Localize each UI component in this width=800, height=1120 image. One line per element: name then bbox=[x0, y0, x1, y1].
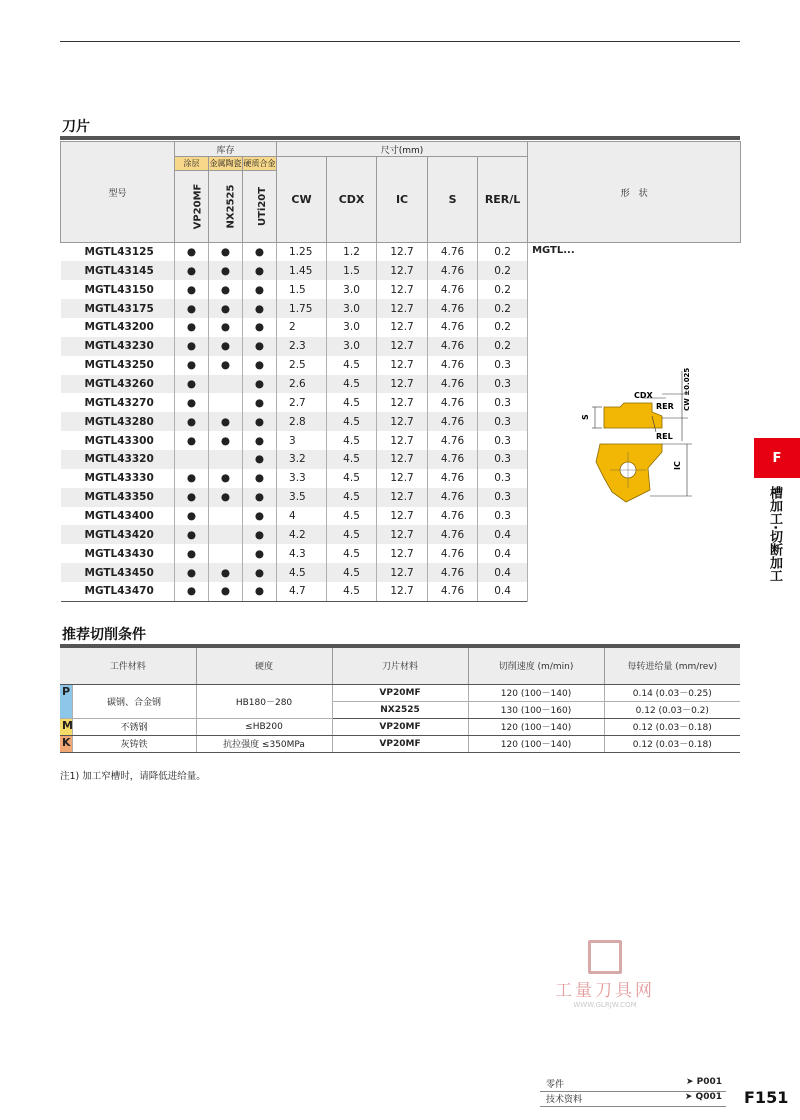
stock-nx2525-cell: ● bbox=[209, 299, 243, 318]
stock-uti20t-cell: ● bbox=[243, 469, 277, 488]
stock-vp20mf-cell: ● bbox=[175, 431, 209, 450]
dim-cdx-label: CDX bbox=[634, 391, 653, 400]
cdx-cell: 4.5 bbox=[327, 431, 377, 450]
cw-cell: 2.6 bbox=[277, 375, 327, 394]
rer-cell: 0.2 bbox=[478, 299, 528, 318]
ic-cell: 12.7 bbox=[377, 450, 428, 469]
rer-cell: 0.2 bbox=[478, 318, 528, 337]
ic-cell: 12.7 bbox=[377, 412, 428, 431]
stock-nx2525-cell bbox=[209, 544, 243, 563]
model-cell: MGTL43300 bbox=[84, 434, 154, 447]
stock-nx2525-cell: ● bbox=[209, 261, 243, 280]
s-cell: 4.76 bbox=[428, 507, 478, 526]
ic-cell: 12.7 bbox=[377, 507, 428, 526]
stock-uti20t-cell: ● bbox=[243, 431, 277, 450]
cw-cell: 3.3 bbox=[277, 469, 327, 488]
stock-nx2525-cell bbox=[209, 393, 243, 412]
model-cell: MGTL43350 bbox=[61, 488, 175, 507]
ic-cell: 12.7 bbox=[377, 299, 428, 318]
cdx-cell: 4.5 bbox=[327, 393, 377, 412]
shape-header: 形 状 bbox=[528, 142, 741, 243]
stock-nx2525-cell: ● bbox=[209, 563, 243, 582]
speed-cell: 130 (100－160) bbox=[468, 701, 604, 718]
model-cell: MGTL43150 bbox=[84, 283, 154, 296]
hardness-cell: ≤HB200 bbox=[196, 718, 332, 735]
rer-cell: 0.4 bbox=[478, 582, 528, 601]
page-number: F151 bbox=[744, 1088, 789, 1107]
footer-ref-label: 技术资料 bbox=[546, 1095, 583, 1105]
rer-cell: 0.3 bbox=[478, 393, 528, 412]
stock-vp20mf-cell: ● bbox=[175, 261, 209, 280]
s-cell: 4.76 bbox=[428, 375, 478, 394]
model-cell: MGTL43145 bbox=[61, 261, 175, 280]
iso-m-badge: M bbox=[60, 718, 72, 735]
cw-cell: 4.2 bbox=[277, 525, 327, 544]
rer-cell: 0.3 bbox=[478, 450, 528, 469]
stock-vp20mf-cell: ● bbox=[175, 563, 209, 582]
cdx-cell: 1.2 bbox=[327, 243, 377, 262]
stock-vp20mf-cell: ● bbox=[175, 469, 209, 488]
grade-cell: NX2525 bbox=[332, 701, 468, 718]
grade-cell: VP20MF bbox=[332, 684, 468, 701]
s-cell: 4.76 bbox=[428, 563, 478, 582]
model-cell: MGTL43200 bbox=[84, 321, 154, 334]
speed-cell: 120 (100－140) bbox=[468, 735, 604, 752]
material-header: 工件材料 bbox=[60, 648, 196, 684]
ic-cell: 12.7 bbox=[377, 261, 428, 280]
speed-header: 切削速度 (m/min) bbox=[468, 648, 604, 684]
s-cell: 4.76 bbox=[428, 450, 478, 469]
material-cell: 灰铸铁 bbox=[72, 735, 196, 752]
insert-top-view-icon bbox=[596, 444, 692, 502]
top-rule bbox=[60, 41, 740, 42]
stock-vp20mf-cell: ● bbox=[175, 318, 209, 337]
stock-nx2525-cell bbox=[209, 525, 243, 544]
stock-nx2525-cell: ● bbox=[209, 582, 243, 601]
cw-cell: 4.3 bbox=[277, 544, 327, 563]
s-cell: 4.76 bbox=[428, 318, 478, 337]
rer-cell: 0.2 bbox=[478, 261, 528, 280]
cw-cell: 1.5 bbox=[277, 280, 327, 299]
rer-cell: 0.4 bbox=[478, 525, 528, 544]
stock-uti20t-cell: ● bbox=[243, 488, 277, 507]
carbide-header: 硬质合金 bbox=[243, 157, 277, 171]
ic-cell: 12.7 bbox=[377, 243, 428, 262]
stock-vp20mf-cell: ● bbox=[175, 393, 209, 412]
hardness-cell: HB180－280 bbox=[196, 684, 332, 718]
s-header: S bbox=[428, 157, 478, 243]
rer-cell: 0.2 bbox=[478, 280, 528, 299]
stock-vp20mf-cell: ● bbox=[175, 544, 209, 563]
cw-header: CW bbox=[277, 157, 327, 243]
insert-section-title: 刀片 bbox=[62, 119, 90, 135]
stock-vp20mf-cell: ● bbox=[175, 375, 209, 394]
ic-cell: 12.7 bbox=[377, 544, 428, 563]
cw-cell: 3.2 bbox=[277, 450, 327, 469]
rer-cell: 0.3 bbox=[478, 412, 528, 431]
cdx-cell: 4.5 bbox=[327, 412, 377, 431]
rer-header: RER/L bbox=[478, 157, 528, 243]
cermet-header: 金属陶瓷 bbox=[209, 157, 243, 171]
dim-ic-label: IC bbox=[673, 461, 683, 470]
stock-uti20t-cell: ● bbox=[243, 375, 277, 394]
material-cell: 不锈钢 bbox=[72, 718, 196, 735]
s-cell: 4.76 bbox=[428, 544, 478, 563]
stock-uti20t-cell: ● bbox=[243, 318, 277, 337]
ic-cell: 12.7 bbox=[377, 375, 428, 394]
stock-nx2525-cell: ● bbox=[209, 356, 243, 375]
rer-cell: 0.3 bbox=[478, 469, 528, 488]
hardness-cell: 抗拉强度 ≤350MPa bbox=[196, 735, 332, 752]
iso-p-badge: P bbox=[60, 684, 72, 718]
cdx-cell: 1.5 bbox=[327, 261, 377, 280]
feed-cell: 0.12 (0.03－0.2) bbox=[604, 701, 740, 718]
section-tab-text: 槽加工·切断加工 bbox=[767, 486, 782, 582]
stock-uti20t-cell: ● bbox=[243, 261, 277, 280]
coated-header: 涂层 bbox=[175, 157, 209, 171]
stock-nx2525-cell: ● bbox=[209, 318, 243, 337]
ic-header: IC bbox=[377, 157, 428, 243]
stock-vp20mf-cell: ● bbox=[175, 488, 209, 507]
dim-cw-label: CW ±0.025 bbox=[683, 367, 692, 411]
cw-cell: 3.5 bbox=[277, 488, 327, 507]
stock-nx2525-cell: ● bbox=[209, 488, 243, 507]
s-cell: 4.76 bbox=[428, 356, 478, 375]
stock-uti20t-cell: ● bbox=[243, 412, 277, 431]
stock-vp20mf-cell: ● bbox=[175, 582, 209, 601]
model-cell: MGTL43280 bbox=[61, 412, 175, 431]
model-cell: MGTL43230 bbox=[61, 337, 175, 356]
s-cell: 4.76 bbox=[428, 412, 478, 431]
stock-nx2525-cell bbox=[209, 450, 243, 469]
cdx-cell: 3.0 bbox=[327, 280, 377, 299]
stock-nx2525-cell: ● bbox=[209, 243, 243, 262]
grade-header: 刀片材料 bbox=[332, 648, 468, 684]
footer-ref-code: ➤ P001 bbox=[685, 1077, 722, 1087]
stock-uti20t-cell: ● bbox=[243, 582, 277, 601]
cdx-cell: 4.5 bbox=[327, 356, 377, 375]
stock-uti20t-cell: ● bbox=[243, 507, 277, 526]
cdx-cell: 4.5 bbox=[327, 525, 377, 544]
s-cell: 4.76 bbox=[428, 582, 478, 601]
dim-rel-label: REL bbox=[656, 432, 673, 441]
stock-nx2525-cell: ● bbox=[209, 280, 243, 299]
cdx-cell: 4.5 bbox=[327, 469, 377, 488]
ic-cell: 12.7 bbox=[377, 318, 428, 337]
s-cell: 4.76 bbox=[428, 261, 478, 280]
rer-cell: 0.3 bbox=[478, 375, 528, 394]
s-cell: 4.76 bbox=[428, 337, 478, 356]
stock-nx2525-cell bbox=[209, 507, 243, 526]
s-cell: 4.76 bbox=[428, 431, 478, 450]
model-cell: MGTL43260 bbox=[61, 375, 175, 394]
model-cell: MGTL43320 bbox=[61, 450, 175, 469]
ic-cell: 12.7 bbox=[377, 525, 428, 544]
stock-vp20mf-cell: ● bbox=[175, 412, 209, 431]
feed-header: 每转进给量 (mm/rev) bbox=[604, 648, 740, 684]
feed-cell: 0.14 (0.03－0.25) bbox=[604, 684, 740, 701]
rer-cell: 0.2 bbox=[478, 337, 528, 356]
stock-vp20mf-cell: ● bbox=[175, 507, 209, 526]
cdx-cell: 4.5 bbox=[327, 450, 377, 469]
ic-cell: 12.7 bbox=[377, 393, 428, 412]
cw-cell: 1.75 bbox=[277, 299, 327, 318]
stock-vp20mf-cell: ● bbox=[175, 525, 209, 544]
cw-cell: 2.3 bbox=[277, 337, 327, 356]
cdx-cell: 4.5 bbox=[327, 375, 377, 394]
grade1-header: VP20MF bbox=[192, 183, 204, 230]
cw-cell: 2.5 bbox=[277, 356, 327, 375]
model-cell: MGTL43430 bbox=[84, 547, 154, 560]
iso-k-badge: K bbox=[60, 735, 72, 752]
s-cell: 4.76 bbox=[428, 280, 478, 299]
stock-vp20mf-cell: ● bbox=[175, 280, 209, 299]
cw-cell: 2.7 bbox=[277, 393, 327, 412]
material-cell: 碳钢、合金钢 bbox=[72, 684, 196, 718]
ic-cell: 12.7 bbox=[377, 356, 428, 375]
cdx-cell: 4.5 bbox=[327, 507, 377, 526]
cw-cell: 3 bbox=[277, 431, 327, 450]
stock-uti20t-cell: ● bbox=[243, 243, 277, 262]
cw-cell: 2.8 bbox=[277, 412, 327, 431]
stock-vp20mf-cell bbox=[175, 450, 209, 469]
footer-ref-code: ➤ Q001 bbox=[684, 1092, 722, 1102]
cdx-cell: 3.0 bbox=[327, 318, 377, 337]
stock-nx2525-cell: ● bbox=[209, 431, 243, 450]
section-tab-f[interactable]: F bbox=[754, 438, 800, 478]
cdx-cell: 4.5 bbox=[327, 563, 377, 582]
stock-uti20t-cell: ● bbox=[243, 450, 277, 469]
stock-vp20mf-cell: ● bbox=[175, 356, 209, 375]
stock-uti20t-cell: ● bbox=[243, 563, 277, 582]
cw-cell: 4 bbox=[277, 507, 327, 526]
stock-uti20t-cell: ● bbox=[243, 280, 277, 299]
s-cell: 4.76 bbox=[428, 525, 478, 544]
model-cell: MGTL43125 bbox=[84, 246, 154, 259]
ic-cell: 12.7 bbox=[377, 280, 428, 299]
model-cell: MGTL43400 bbox=[84, 509, 154, 522]
s-cell: 4.76 bbox=[428, 393, 478, 412]
stock-header: 库存 bbox=[175, 142, 277, 157]
model-cell: MGTL43420 bbox=[61, 525, 175, 544]
s-cell: 4.76 bbox=[428, 488, 478, 507]
cdx-cell: 4.5 bbox=[327, 582, 377, 601]
feed-cell: 0.12 (0.03－0.18) bbox=[604, 718, 740, 735]
dim-rer-label: RER bbox=[656, 402, 674, 411]
stock-uti20t-cell: ● bbox=[243, 337, 277, 356]
s-cell: 4.76 bbox=[428, 243, 478, 262]
rer-cell: 0.2 bbox=[478, 243, 528, 262]
shape-label: MGTL... bbox=[532, 245, 575, 256]
rer-cell: 0.3 bbox=[478, 507, 528, 526]
grade2-header: NX2525 bbox=[225, 184, 237, 229]
stock-uti20t-cell: ● bbox=[243, 525, 277, 544]
model-cell: MGTL43270 bbox=[84, 396, 154, 409]
insert-diagram bbox=[532, 256, 732, 596]
stock-uti20t-cell: ● bbox=[243, 356, 277, 375]
rer-cell: 0.4 bbox=[478, 544, 528, 563]
footer-ref-parts[interactable] bbox=[540, 1076, 726, 1092]
footer-ref-label: 零件 bbox=[546, 1080, 565, 1090]
cdx-cell: 3.0 bbox=[327, 299, 377, 318]
ic-cell: 12.7 bbox=[377, 431, 428, 450]
ic-cell: 12.7 bbox=[377, 337, 428, 356]
stock-nx2525-cell bbox=[209, 375, 243, 394]
stock-nx2525-cell: ● bbox=[209, 412, 243, 431]
cutting-section-title: 推荐切削条件 bbox=[62, 627, 146, 643]
stock-uti20t-cell: ● bbox=[243, 393, 277, 412]
feed-cell: 0.12 (0.03－0.18) bbox=[604, 735, 740, 752]
cw-cell: 1.25 bbox=[277, 243, 327, 262]
stock-uti20t-cell: ● bbox=[243, 299, 277, 318]
rer-cell: 0.3 bbox=[478, 356, 528, 375]
grade3-header: UTi20T bbox=[257, 186, 269, 227]
stock-vp20mf-cell: ● bbox=[175, 243, 209, 262]
ic-cell: 12.7 bbox=[377, 582, 428, 601]
footer-ref-tech[interactable] bbox=[540, 1091, 726, 1107]
grade-cell: VP20MF bbox=[332, 735, 468, 752]
model-header: 型号 bbox=[61, 142, 175, 243]
s-cell: 4.76 bbox=[428, 299, 478, 318]
cdx-cell: 3.0 bbox=[327, 337, 377, 356]
cdx-cell: 4.5 bbox=[327, 544, 377, 563]
hardness-header: 硬度 bbox=[196, 648, 332, 684]
insert-table bbox=[60, 141, 741, 602]
cutting-table bbox=[60, 648, 740, 753]
table-row bbox=[61, 243, 741, 262]
model-cell: MGTL43175 bbox=[61, 299, 175, 318]
ic-cell: 12.7 bbox=[377, 488, 428, 507]
s-cell: 4.76 bbox=[428, 469, 478, 488]
cdx-header: CDX bbox=[327, 157, 377, 243]
cw-cell: 4.7 bbox=[277, 582, 327, 601]
speed-cell: 120 (100－140) bbox=[468, 684, 604, 701]
stock-vp20mf-cell: ● bbox=[175, 299, 209, 318]
watermark-logo-icon bbox=[588, 940, 622, 974]
stock-vp20mf-cell: ● bbox=[175, 337, 209, 356]
shape-cell bbox=[528, 243, 741, 602]
ic-cell: 12.7 bbox=[377, 563, 428, 582]
model-cell: MGTL43330 bbox=[84, 472, 154, 485]
rer-cell: 0.3 bbox=[478, 488, 528, 507]
ic-cell: 12.7 bbox=[377, 469, 428, 488]
dim-s-label: S bbox=[581, 414, 591, 420]
cw-cell: 1.45 bbox=[277, 261, 327, 280]
insert-section-bar bbox=[60, 136, 740, 140]
speed-cell: 120 (100－140) bbox=[468, 718, 604, 735]
cw-cell: 4.5 bbox=[277, 563, 327, 582]
stock-nx2525-cell: ● bbox=[209, 337, 243, 356]
model-cell: MGTL43250 bbox=[84, 359, 154, 372]
rer-cell: 0.3 bbox=[478, 431, 528, 450]
dims-header: 尺寸(mm) bbox=[277, 142, 528, 157]
stock-nx2525-cell: ● bbox=[209, 469, 243, 488]
model-cell: MGTL43470 bbox=[61, 582, 175, 601]
grade-cell: VP20MF bbox=[332, 718, 468, 735]
cdx-cell: 4.5 bbox=[327, 488, 377, 507]
watermark bbox=[540, 940, 670, 1009]
model-cell: MGTL43450 bbox=[61, 563, 175, 582]
watermark-cn: 工量刀具网 bbox=[555, 981, 655, 1001]
rer-cell: 0.4 bbox=[478, 563, 528, 582]
watermark-url: WWW.GLRJW.COM bbox=[573, 1001, 637, 1009]
cw-cell: 2 bbox=[277, 318, 327, 337]
cutting-note: 注1) 加工窄槽时，请降低进给量。 bbox=[60, 771, 206, 782]
stock-uti20t-cell: ● bbox=[243, 544, 277, 563]
